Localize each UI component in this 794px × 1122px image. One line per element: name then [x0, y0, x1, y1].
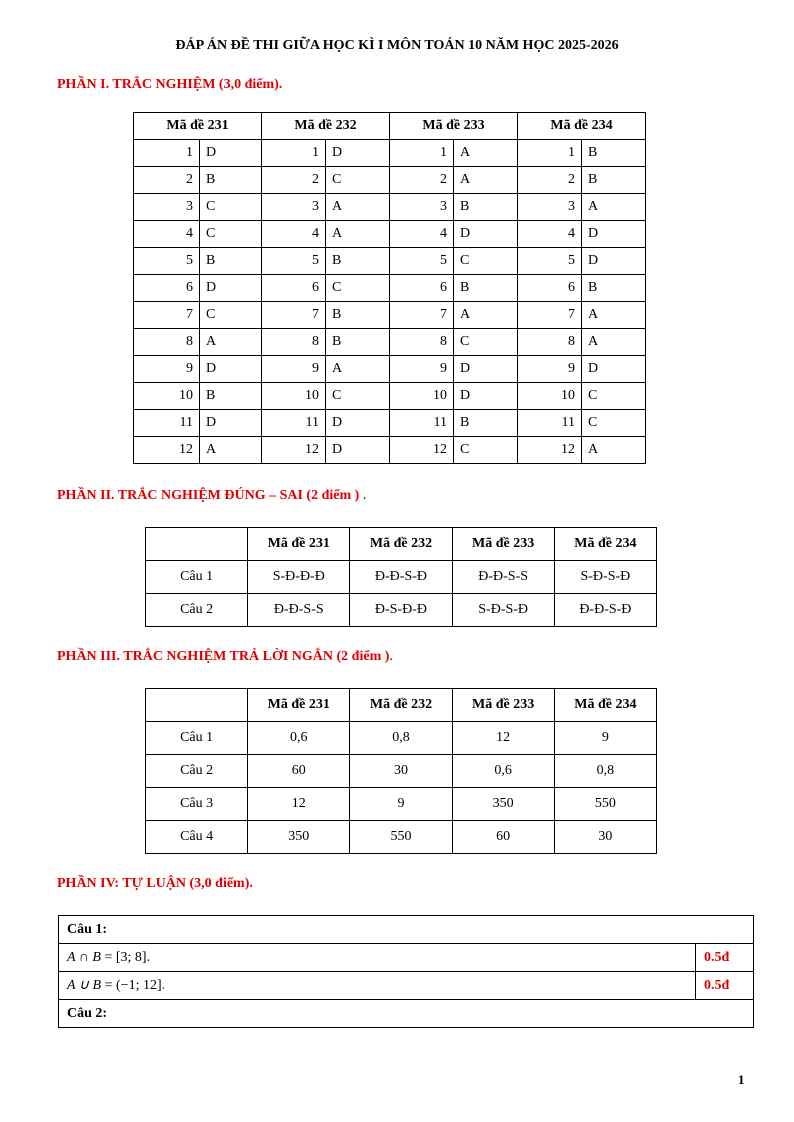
question-number: 1 [262, 140, 326, 167]
table-row [134, 329, 646, 356]
part3-heading-dot: . [389, 649, 393, 664]
table-row [59, 972, 754, 1000]
answer-cell: S-Đ-Đ-Đ [248, 561, 350, 594]
answer-cell: 60 [248, 755, 350, 788]
part3-heading [57, 649, 393, 665]
answer-cell: Đ-Đ-S-Đ [350, 561, 452, 594]
answer-cell: B [454, 275, 518, 302]
answer-cell: 0,6 [248, 722, 350, 755]
table-row [59, 916, 754, 944]
math-end: . [146, 949, 151, 965]
table-row [134, 140, 646, 167]
question-number: 3 [262, 194, 326, 221]
question-number: 4 [518, 221, 582, 248]
answer-cell: C [200, 302, 262, 329]
part3-header-row [146, 689, 657, 722]
answer-cell: B [326, 302, 390, 329]
answer-cell: B [326, 248, 390, 275]
question-number: 3 [390, 194, 454, 221]
question-number: 4 [262, 221, 326, 248]
question-number: 3 [134, 194, 200, 221]
code-header: Mã đề 231 [248, 528, 350, 561]
question-number: 8 [134, 329, 200, 356]
part2-answer-table [145, 527, 657, 627]
answer-cell: B [582, 275, 646, 302]
answer-cell: A [200, 437, 262, 464]
math-rhs: (−1; 12] [116, 978, 162, 993]
page-title: ĐÁP ÁN ĐỀ THI GIỮA HỌC KÌ I MÔN TOÁN 10 NĂM HỌC 2025-2026 [175, 38, 619, 53]
table-row [134, 221, 646, 248]
table-row [134, 410, 646, 437]
question-number: 9 [390, 356, 454, 383]
question-number: 6 [518, 275, 582, 302]
question-number: 1 [134, 140, 200, 167]
question-number: 9 [262, 356, 326, 383]
answer-cell: 12 [452, 722, 554, 755]
code-header: Mã đề 234 [554, 689, 656, 722]
code-header: Mã đề 234 [518, 113, 646, 140]
question-number: 6 [262, 275, 326, 302]
code-header: Mã đề 233 [452, 528, 554, 561]
answer-cell: D [326, 437, 390, 464]
answer-cell: Đ-Đ-S-Đ [554, 594, 656, 627]
answer-cell: C [326, 275, 390, 302]
question-number: 5 [262, 248, 326, 275]
answer-cell: 12 [248, 788, 350, 821]
answer-cell: D [454, 221, 518, 248]
answer-cell: 9 [554, 722, 656, 755]
answer-cell: C [582, 383, 646, 410]
question-number: 8 [390, 329, 454, 356]
answer-cell: C [326, 167, 390, 194]
question-number: 8 [518, 329, 582, 356]
code-header: Mã đề 232 [350, 528, 452, 561]
code-header: Mã đề 231 [248, 689, 350, 722]
question-number: 10 [390, 383, 454, 410]
answer-cell: 30 [554, 821, 656, 854]
question-number: 5 [134, 248, 200, 275]
table-row [59, 1000, 754, 1028]
part2-heading-text: PHẦN II. TRẮC NGHIỆM ĐÚNG – SAI (2 điểm ) [57, 488, 360, 503]
table-row [146, 594, 657, 627]
question2-label: Câu 2: [59, 1000, 754, 1028]
math-eq: = [101, 978, 117, 993]
math-lhs: A ∩ B [67, 949, 101, 965]
question-number: 4 [134, 221, 200, 248]
answer-line-union [59, 972, 696, 1000]
answer-cell: D [326, 140, 390, 167]
answer-cell: B [582, 140, 646, 167]
question-number: 2 [262, 167, 326, 194]
table-row [134, 356, 646, 383]
answer-cell: Đ-Đ-S-S [248, 594, 350, 627]
question-number: 2 [518, 167, 582, 194]
answer-cell: Đ-S-Đ-Đ [350, 594, 452, 627]
answer-cell: 350 [248, 821, 350, 854]
part2-heading-dot: . [359, 488, 367, 503]
table-row [146, 722, 657, 755]
table-row [146, 755, 657, 788]
question-number: 4 [390, 221, 454, 248]
answer-cell: B [200, 248, 262, 275]
answer-cell: D [454, 383, 518, 410]
question-number: 7 [134, 302, 200, 329]
question-label: Câu 1 [146, 722, 248, 755]
answer-cell: B [454, 194, 518, 221]
table-row [134, 167, 646, 194]
answer-cell: D [200, 356, 262, 383]
answer-cell: 350 [452, 788, 554, 821]
answer-cell: C [454, 437, 518, 464]
answer-cell: D [582, 221, 646, 248]
math-rhs: [3; 8] [115, 949, 147, 965]
code-header: Mã đề 234 [554, 528, 656, 561]
question-number: 2 [390, 167, 454, 194]
answer-cell: 9 [350, 788, 452, 821]
answer-cell: S-Đ-S-Đ [452, 594, 554, 627]
part1-header-row [134, 113, 646, 140]
answer-cell: A [582, 437, 646, 464]
question-number: 12 [518, 437, 582, 464]
answer-cell: D [454, 356, 518, 383]
question-label: Câu 3 [146, 788, 248, 821]
question-number: 9 [134, 356, 200, 383]
question-number: 12 [262, 437, 326, 464]
answer-cell: A [582, 329, 646, 356]
answer-cell: B [454, 410, 518, 437]
answer-cell: C [454, 248, 518, 275]
page-number: 1 [738, 1072, 745, 1087]
answer-line-intersection [59, 944, 696, 972]
answer-cell: C [200, 221, 262, 248]
table-row [146, 788, 657, 821]
answer-cell: 0,8 [350, 722, 452, 755]
answer-cell: C [200, 194, 262, 221]
question-number: 11 [262, 410, 326, 437]
answer-cell: D [200, 140, 262, 167]
table-row [59, 944, 754, 972]
answer-cell: A [200, 329, 262, 356]
question-number: 7 [262, 302, 326, 329]
question-number: 6 [390, 275, 454, 302]
answer-cell: Đ-Đ-S-S [452, 561, 554, 594]
question-number: 11 [134, 410, 200, 437]
question-number: 2 [134, 167, 200, 194]
part4-heading: PHẦN IV: TỰ LUẬN (3,0 điểm). [57, 876, 253, 891]
question-label: Câu 2 [146, 594, 248, 627]
answer-cell: 0,8 [554, 755, 656, 788]
answer-cell: D [582, 356, 646, 383]
answer-cell: B [582, 167, 646, 194]
answer-cell: D [200, 275, 262, 302]
answer-cell: B [200, 383, 262, 410]
question-number: 8 [262, 329, 326, 356]
answer-cell: B [326, 329, 390, 356]
answer-cell: B [200, 167, 262, 194]
score-cell: 0.5đ [696, 972, 754, 1000]
question-number: 11 [518, 410, 582, 437]
math-eq: = [100, 949, 116, 965]
math-lhs: A ∪ B [67, 978, 102, 993]
answer-cell: D [200, 410, 262, 437]
part3-heading-text: PHẦN III. TRẮC NGHIỆM TRẢ LỜI NGẮN (2 điểm ) [57, 649, 390, 664]
question-label: Câu 4 [146, 821, 248, 854]
question1-label: Câu 1: [59, 916, 754, 944]
question-label: Câu 2 [146, 755, 248, 788]
answer-cell: 30 [350, 755, 452, 788]
table-row [134, 248, 646, 275]
answer-cell: 0,6 [452, 755, 554, 788]
answer-cell: D [326, 410, 390, 437]
table-row [134, 302, 646, 329]
question-number: 12 [390, 437, 454, 464]
code-header: Mã đề 232 [262, 113, 390, 140]
part1-rows [134, 140, 646, 464]
table-row [134, 194, 646, 221]
answer-cell: 60 [452, 821, 554, 854]
answer-cell: A [454, 167, 518, 194]
answer-cell: 550 [554, 788, 656, 821]
answer-cell: A [326, 194, 390, 221]
answer-cell: C [326, 383, 390, 410]
question-number: 1 [390, 140, 454, 167]
question-number: 11 [390, 410, 454, 437]
table-row [146, 561, 657, 594]
answer-cell: A [454, 140, 518, 167]
question-number: 6 [134, 275, 200, 302]
code-header: Mã đề 232 [350, 689, 452, 722]
code-header: Mã đề 231 [134, 113, 262, 140]
question-label: Câu 1 [146, 561, 248, 594]
empty-header [146, 528, 248, 561]
answer-cell: A [582, 194, 646, 221]
part3-answer-table [145, 688, 657, 854]
part1-heading: PHẦN I. TRẮC NGHIỆM (3,0 điểm). [57, 77, 283, 92]
question-number: 10 [134, 383, 200, 410]
code-header: Mã đề 233 [390, 113, 518, 140]
answer-cell: A [326, 221, 390, 248]
table-row [146, 821, 657, 854]
part1-answer-table [133, 112, 646, 464]
code-header: Mã đề 233 [452, 689, 554, 722]
question-number: 5 [518, 248, 582, 275]
empty-header [146, 689, 248, 722]
question-number: 10 [518, 383, 582, 410]
answer-cell: A [454, 302, 518, 329]
part2-heading [57, 488, 366, 504]
table-row [134, 383, 646, 410]
question-number: 3 [518, 194, 582, 221]
answer-cell: A [326, 356, 390, 383]
question-number: 7 [390, 302, 454, 329]
essay-answer-table [58, 915, 754, 1028]
question-number: 7 [518, 302, 582, 329]
answer-cell: S-Đ-S-Đ [554, 561, 656, 594]
table-row [134, 275, 646, 302]
part2-header-row [146, 528, 657, 561]
question-number: 10 [262, 383, 326, 410]
answer-cell: C [582, 410, 646, 437]
question-number: 12 [134, 437, 200, 464]
score-cell: 0.5đ [696, 944, 754, 972]
question-number: 5 [390, 248, 454, 275]
math-end: . [161, 978, 166, 993]
question-number: 1 [518, 140, 582, 167]
answer-cell: C [454, 329, 518, 356]
answer-cell: A [582, 302, 646, 329]
table-row [134, 437, 646, 464]
answer-cell: 550 [350, 821, 452, 854]
question-number: 9 [518, 356, 582, 383]
answer-cell: D [582, 248, 646, 275]
